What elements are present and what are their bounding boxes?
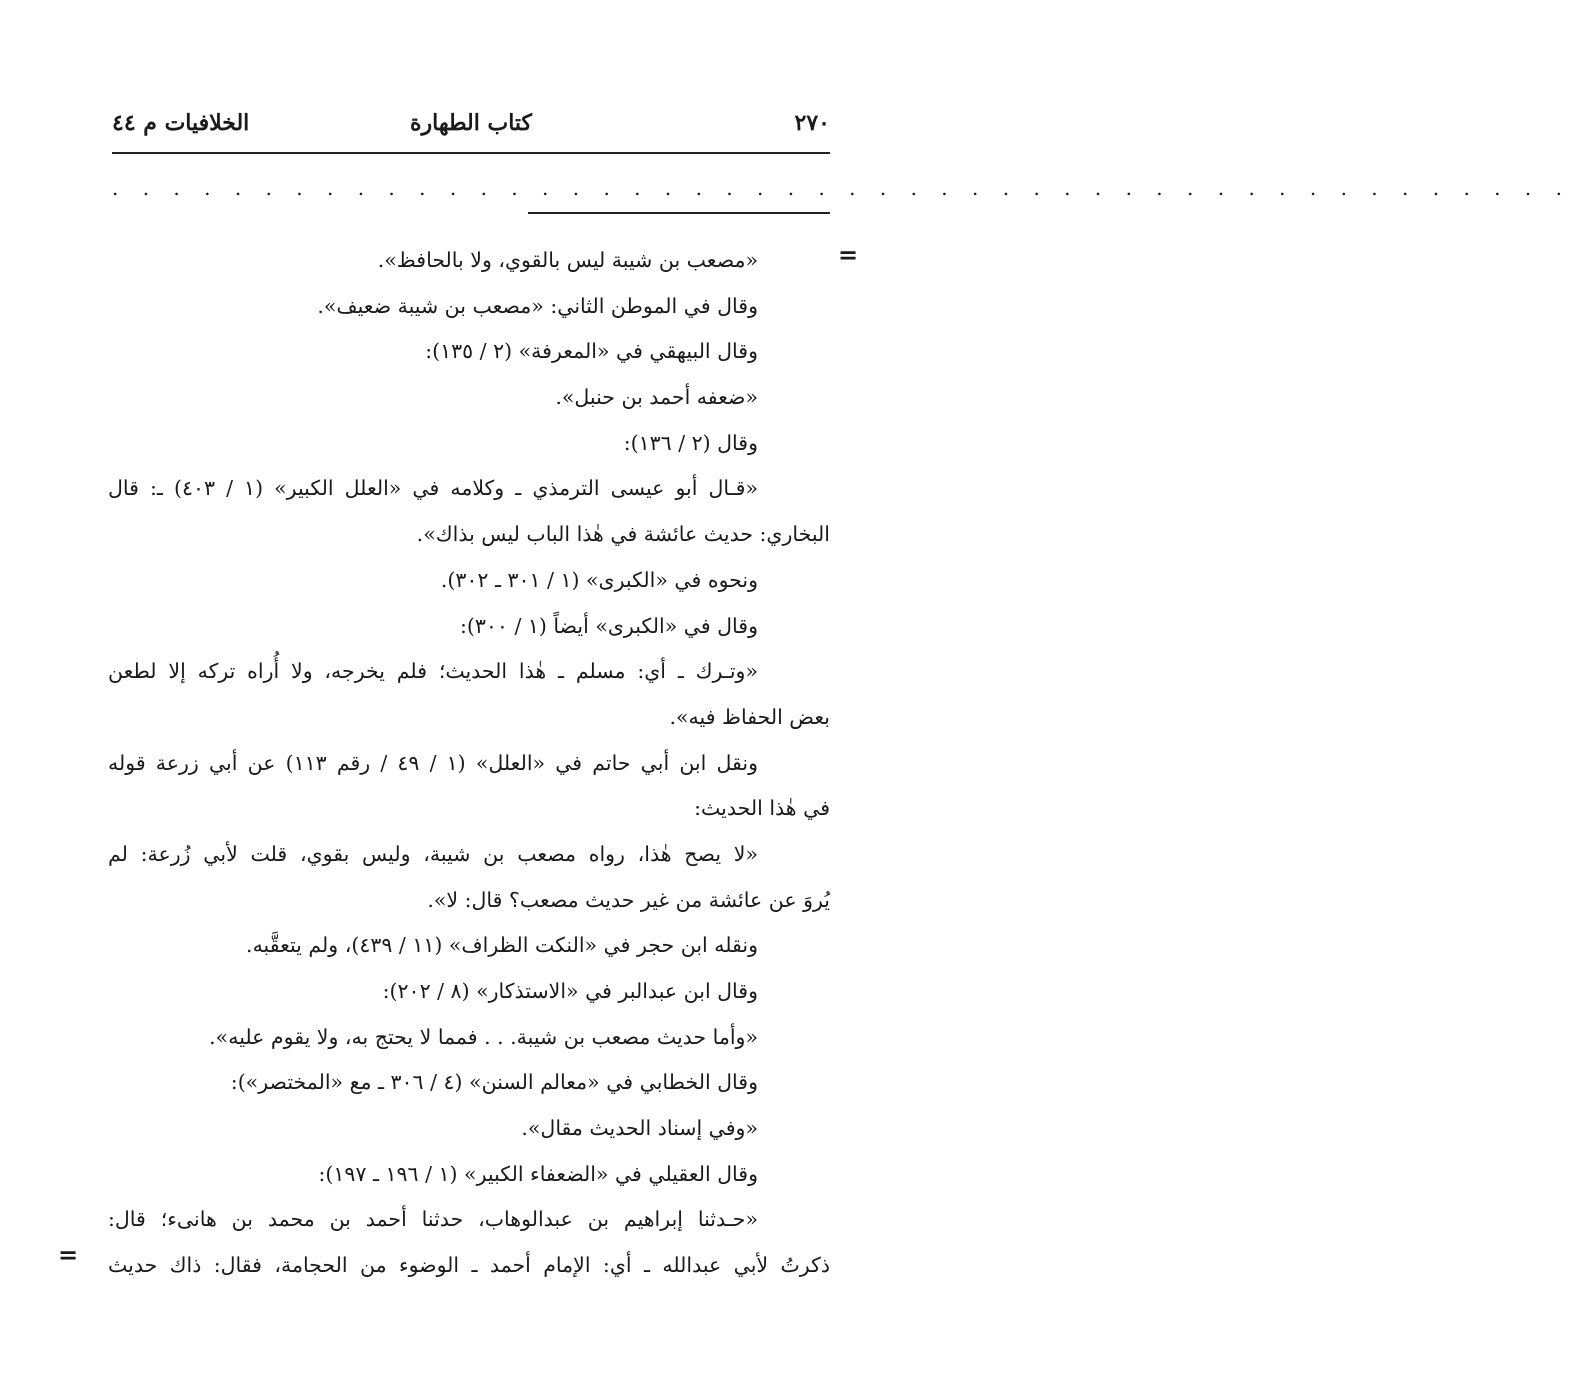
text-line: «ضعفه أحمد بن حنبل».: [555, 385, 758, 410]
text-line: «مصعب بن شيبة ليس بالقوي، ولا بالحافظ».: [377, 248, 758, 272]
text-line: وقال في الموطن الثاني: «مصعب بن شيبة ضعيف».: [317, 293, 758, 318]
header-rule: [112, 152, 830, 154]
text-line: يُروَ عن عائشة من غير حديث مصعب؟ قال: لا».: [427, 887, 830, 912]
chapter-title: كتاب الطهارة: [409, 110, 533, 136]
text-line: بعض الحفاظ فيه».: [669, 704, 830, 729]
volume-label: الخلافيات م ٤٤: [112, 110, 250, 136]
text-line: «لا يصح هٰذا، رواه مصعب بن شيبة، وليس بقوي، قلت لأبي زُرعة: لم: [108, 841, 758, 866]
text-line: ذكرتُ لأبي عبدالله ـ أي: الإمام أحمد ـ الوضوء من الحجامة، فقال: ذاك حديث: [108, 1253, 830, 1278]
text-line: وقال البيهقي في «المعرفة» (٢ / ١٣٥):: [425, 339, 758, 364]
text-line: ونقله ابن حجر في «النكت الظراف» (١١ / ٤٣٩)، ولم يتعقَّبه.: [246, 933, 758, 958]
footnote-separator: [528, 212, 830, 214]
text-line: ونحوه في «الكبرى» (١ / ٣٠١ ـ ٣٠٢).: [440, 567, 758, 592]
continuation-mark-top: =: [838, 240, 859, 269]
text-line: البخاري: حديث عائشة في هٰذا الباب ليس بذاك».: [416, 522, 830, 547]
text-line: ونقل ابن أبي حاتم في «العلل» (١ / ٤٩ / رقم ١١٣) عن أبي زرعة قوله: [108, 750, 758, 775]
text-line: «وتـرك ـ أي: مسلم ـ هٰذا الحديث؛ فلم يخرجه، ولا أُراه تركه إلا لطعن: [108, 659, 758, 684]
text-line: وقال العقيلي في «الضعفاء الكبير» (١ / ١٩٦ ـ ١٩٧):: [318, 1161, 758, 1186]
footnote-dots: . . . . . . . . . . . . . . . . . . . . . . . . . . . . . . . . . . . . . . . . . . . . . . . .: [112, 176, 1571, 200]
text-line: «حـدثنا إبراهيم بن عبدالوهاب، حدثنا أحمد بن محمد بن هانىء؛ قال:: [108, 1207, 758, 1232]
text-line: وقال (٢ / ١٣٦):: [623, 430, 758, 455]
footnote-body: [108, 238, 830, 1289]
text-line: «وأما حديث مصعب بن شيبة. . . فمما لا يحتج به، ولا يقوم عليه».: [209, 1024, 758, 1049]
text-line: «قـال أبو عيسى الترمذي ـ وكلامه في «العلل الكبير» (١ / ٤٠٣) ـ: قال: [108, 476, 758, 501]
text-line: وقال الخطابي في «معالم السنن» (٤ / ٣٠٦ ـ مع «المختصر»):: [230, 1070, 758, 1095]
text-line: في هٰذا الحديث:: [694, 796, 830, 821]
text-line: وقال ابن عبدالبر في «الاستذكار» (٨ / ٢٠٢):: [382, 979, 758, 1003]
page-header: [112, 110, 830, 146]
continuation-mark-bottom: =: [58, 1240, 79, 1269]
page-number: ٢٧٠: [794, 110, 830, 136]
text-line: وقال في «الكبرى» أيضاً (١ / ٣٠٠):: [459, 613, 758, 638]
text-line: «وفي إسناد الحديث مقال».: [521, 1116, 758, 1141]
